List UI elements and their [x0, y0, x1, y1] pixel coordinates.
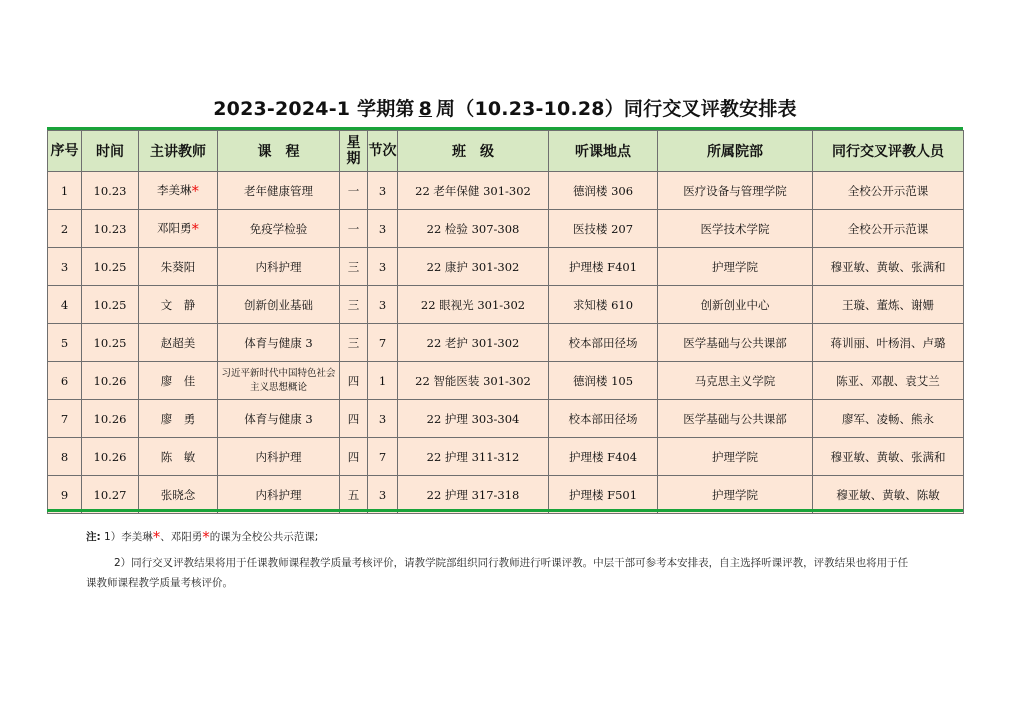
- cell-location: 德润楼 105: [549, 362, 658, 400]
- cell-period: 3: [368, 400, 398, 438]
- cell-time: 10.26: [82, 400, 139, 438]
- cell-class: 22 检验 307-308: [398, 210, 549, 248]
- cell-teacher: [139, 248, 218, 286]
- cell-location: 求知楼 610: [549, 286, 658, 324]
- cell-college: 医学基础与公共课部: [658, 324, 813, 362]
- table-row: [48, 324, 964, 362]
- cell-class: 22 护理 317-318: [398, 476, 549, 514]
- cell-time: 10.26: [82, 362, 139, 400]
- cell-weekday: 三: [340, 248, 368, 286]
- notes-label: 注:: [86, 531, 101, 543]
- cell-teacher: [139, 400, 218, 438]
- cell-course: 体育与健康 3: [218, 324, 340, 362]
- cell-college: 护理学院: [658, 438, 813, 476]
- schedule-table: [47, 130, 964, 514]
- cell-reviewers: 穆亚敏、黄敏、张满和: [813, 438, 964, 476]
- cell-seq: 8: [48, 438, 82, 476]
- cell-college: 创新创业中心: [658, 286, 813, 324]
- cell-reviewers: 穆亚敏、黄敏、张满和: [813, 248, 964, 286]
- note-1-star-1: *: [152, 528, 161, 546]
- cell-course: 老年健康管理: [218, 172, 340, 210]
- table-row: [48, 362, 964, 400]
- cell-location: 德润楼 306: [549, 172, 658, 210]
- cell-seq: 6: [48, 362, 82, 400]
- note-1-prefix: 1）李美琳: [104, 531, 153, 543]
- cell-weekday: 一: [340, 172, 368, 210]
- header-teacher: 主讲教师: [139, 131, 218, 172]
- table-row: [48, 210, 964, 248]
- cell-class: 22 老年保健 301-302: [398, 172, 549, 210]
- cell-seq: 1: [48, 172, 82, 210]
- cell-weekday: 三: [340, 286, 368, 324]
- title-prefix: 2023-2024-1 学期第: [213, 98, 415, 120]
- table-row: [48, 476, 964, 514]
- teacher-name: 陈 敏: [160, 449, 196, 464]
- cell-college: 护理学院: [658, 248, 813, 286]
- cell-time: 10.27: [82, 476, 139, 514]
- note-1: [86, 527, 936, 547]
- cell-reviewers: 廖军、凌畅、熊永: [813, 400, 964, 438]
- cell-course: 创新创业基础: [218, 286, 340, 324]
- cell-location: 护理楼 F404: [549, 438, 658, 476]
- cell-teacher: [139, 324, 218, 362]
- cell-period: 3: [368, 210, 398, 248]
- cell-period: 3: [368, 248, 398, 286]
- cell-weekday: 一: [340, 210, 368, 248]
- cell-weekday: 三: [340, 324, 368, 362]
- cell-location: 医技楼 207: [549, 210, 658, 248]
- cell-class: 22 眼视光 301-302: [398, 286, 549, 324]
- cell-time: 10.23: [82, 210, 139, 248]
- cell-time: 10.25: [82, 248, 139, 286]
- cell-college: 医疗设备与管理学院: [658, 172, 813, 210]
- cell-time: 10.25: [82, 324, 139, 362]
- cell-location: 校本部田径场: [549, 400, 658, 438]
- cell-period: 7: [368, 324, 398, 362]
- cell-seq: 5: [48, 324, 82, 362]
- note-2: 2）同行交叉评教结果将用于任课教师课程教学质量考核评价，请教学院部组织同行教师进行听课评教。中层干部可参考本安排表，自主选择听课评教，评教结果也将用于任: [114, 557, 909, 569]
- cell-reviewers: 蒋训丽、叶杨涓、卢璐: [813, 324, 964, 362]
- teacher-name: 廖 佳: [160, 373, 196, 388]
- notes-section: [86, 527, 936, 593]
- note-2-continued: 课教师课程教学质量考核评价。: [86, 577, 233, 589]
- teacher-name: 朱葵阳: [160, 259, 196, 274]
- cell-seq: 4: [48, 286, 82, 324]
- table-header-row: [48, 131, 964, 172]
- note-1-mid: 、邓阳勇: [160, 531, 203, 543]
- table-row: [48, 248, 964, 286]
- cell-time: 10.25: [82, 286, 139, 324]
- cell-reviewers: 王璇、董炼、谢姗: [813, 286, 964, 324]
- header-reviewers: 同行交叉评教人员: [813, 131, 964, 172]
- note-1-suffix: 的课为全校公共示范课;: [209, 531, 319, 543]
- table-row: [48, 286, 964, 324]
- table-row: [48, 400, 964, 438]
- cell-weekday: 四: [340, 362, 368, 400]
- cell-course: 内科护理: [218, 248, 340, 286]
- cell-weekday: 四: [340, 400, 368, 438]
- cell-location: 护理楼 F501: [549, 476, 658, 514]
- cell-location: 护理楼 F401: [549, 248, 658, 286]
- cell-course: 内科护理: [218, 438, 340, 476]
- cell-reviewers: 陈亚、邓靓、袁艾兰: [813, 362, 964, 400]
- cell-class: 22 智能医装 301-302: [398, 362, 549, 400]
- cell-seq: 9: [48, 476, 82, 514]
- header-class: 班 级: [398, 131, 549, 172]
- cell-teacher: [139, 362, 218, 400]
- teacher-name: 赵超美: [160, 335, 196, 350]
- demo-class-star-icon: *: [191, 181, 199, 200]
- teacher-name: 李美琳: [157, 182, 192, 197]
- header-weekday: 星期: [340, 131, 368, 172]
- cell-teacher: [139, 438, 218, 476]
- cell-class: 22 护理 311-312: [398, 438, 549, 476]
- cell-seq: 3: [48, 248, 82, 286]
- cell-teacher: [139, 210, 218, 248]
- table-row: [48, 438, 964, 476]
- cell-course: 体育与健康 3: [218, 400, 340, 438]
- cell-seq: 7: [48, 400, 82, 438]
- cell-teacher: [139, 476, 218, 514]
- header-location: 听课地点: [549, 131, 658, 172]
- cell-class: 22 护理 303-304: [398, 400, 549, 438]
- cell-teacher: [139, 172, 218, 210]
- title-week-number: 8: [418, 98, 433, 120]
- header-time: 时间: [82, 131, 139, 172]
- cell-course: 内科护理: [218, 476, 340, 514]
- demo-class-star-icon: *: [191, 219, 199, 238]
- cell-period: 3: [368, 476, 398, 514]
- cell-college: 医学技术学院: [658, 210, 813, 248]
- cell-location: 校本部田径场: [549, 324, 658, 362]
- header-college: 所属院部: [658, 131, 813, 172]
- cell-class: 22 康护 301-302: [398, 248, 549, 286]
- teacher-name: 廖 勇: [160, 411, 196, 426]
- cell-course: 免疫学检验: [218, 210, 340, 248]
- cell-time: 10.26: [82, 438, 139, 476]
- cell-reviewers: 全校公开示范课: [813, 172, 964, 210]
- cell-seq: 2: [48, 210, 82, 248]
- teacher-name: 张晓念: [160, 487, 196, 502]
- cell-time: 10.23: [82, 172, 139, 210]
- title-suffix: 周（10.23-10.28）同行交叉评教安排表: [436, 98, 797, 120]
- teacher-name: 文 静: [160, 297, 196, 312]
- table-bottom-border: [47, 509, 963, 512]
- cell-weekday: 四: [340, 438, 368, 476]
- cell-college: 马克思主义学院: [658, 362, 813, 400]
- header-seq: 序号: [48, 131, 82, 172]
- cell-class: 22 老护 301-302: [398, 324, 549, 362]
- page-title: [0, 94, 1010, 121]
- header-course: 课 程: [218, 131, 340, 172]
- header-period: 节次: [368, 131, 398, 172]
- note-1-star-2: *: [202, 528, 210, 546]
- cell-period: 3: [368, 172, 398, 210]
- cell-weekday: 五: [340, 476, 368, 514]
- cell-period: 7: [368, 438, 398, 476]
- table-row: [48, 172, 964, 210]
- cell-reviewers: 穆亚敏、黄敏、陈敏: [813, 476, 964, 514]
- cell-reviewers: 全校公开示范课: [813, 210, 964, 248]
- cell-teacher: [139, 286, 218, 324]
- cell-course: 习近平新时代中国特色社会主义思想概论: [218, 362, 340, 400]
- cell-period: 1: [368, 362, 398, 400]
- cell-period: 3: [368, 286, 398, 324]
- teacher-name: 邓阳勇: [157, 220, 192, 235]
- cell-college: 医学基础与公共课部: [658, 400, 813, 438]
- cell-college: 护理学院: [658, 476, 813, 514]
